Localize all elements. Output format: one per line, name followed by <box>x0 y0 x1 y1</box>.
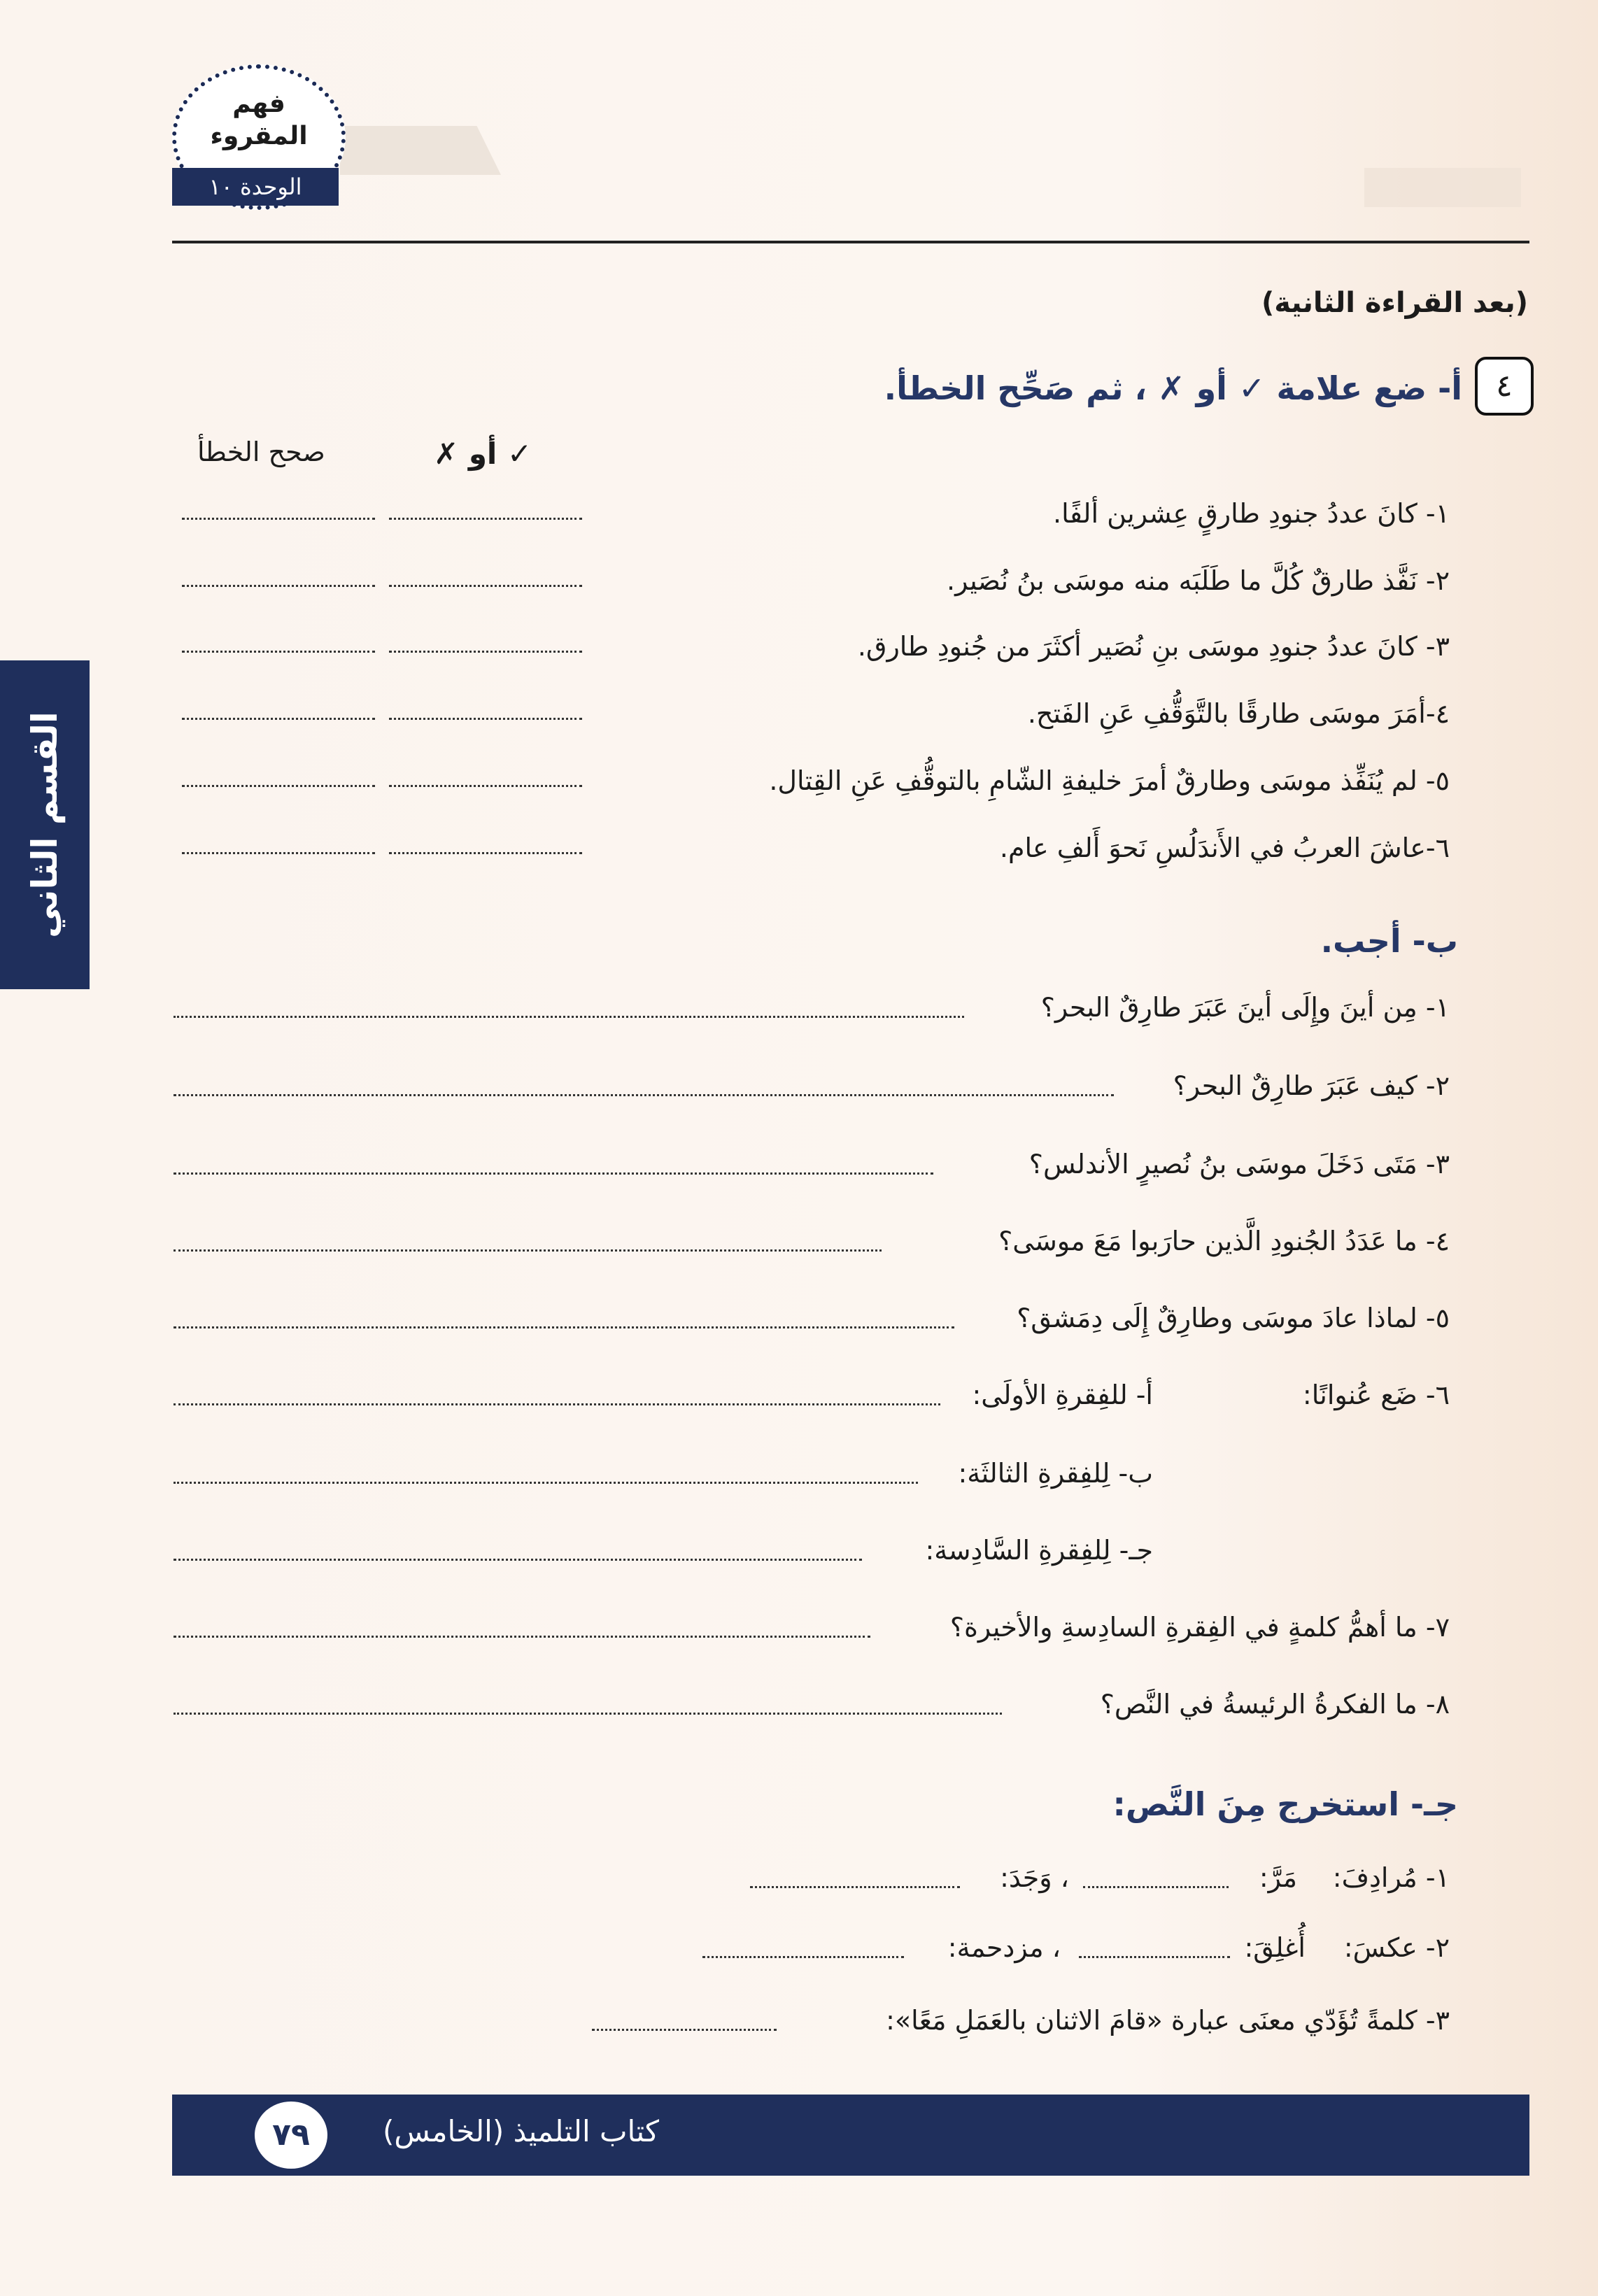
part-a-item-1: ١- كانَ عددُ جنودِ طارقٍ عِشرين ألفًا. <box>1053 498 1450 529</box>
col-mark-header: ✓ أو ✗ <box>434 437 532 471</box>
answer-line[interactable] <box>174 1326 954 1328</box>
part-b-item-2: ٢- كيف عَبَرَ طارِقٌ البحر؟ <box>1173 1070 1450 1101</box>
unit-label: الوحدة ١٠ <box>172 168 339 206</box>
section-title: (بعد القراءة الثانية) <box>1261 287 1528 319</box>
section-side-tab-label: القسم الثاني <box>24 711 65 938</box>
answer-correct-line[interactable] <box>182 785 375 787</box>
answer-line[interactable] <box>174 1172 933 1175</box>
part-c-heading: جـ- استخرج مِنَ النَّص: <box>1112 1785 1458 1823</box>
answer-mark-line[interactable] <box>389 585 582 587</box>
answer-line[interactable] <box>174 1249 882 1252</box>
answer-line[interactable] <box>174 1713 1002 1715</box>
part-b-sub-b: ب- لِلفِقرةِ الثالثَة: <box>958 1458 1153 1489</box>
answer-line[interactable] <box>1079 1956 1230 1958</box>
answer-line[interactable] <box>174 1482 918 1484</box>
part-c-item-2-word1: أُغلِقَ: <box>1244 1932 1306 1963</box>
part-c-item-1-word2: ، وَجَدَ: <box>1000 1862 1069 1893</box>
answer-correct-line[interactable] <box>182 585 375 587</box>
part-a-item-3: ٣- كانَ عددُ جنودِ موسَى بنِ نُصَير أكثَرَ من جُنودِ طارق. <box>857 631 1450 662</box>
footer-book-title: كتاب التلميذ (الخامس) <box>383 2114 659 2148</box>
col-correct-header: صحح الخطأ <box>197 437 325 467</box>
part-b-heading: ب- أجب. <box>1320 922 1458 960</box>
answer-line[interactable] <box>750 1886 960 1888</box>
part-b-item-7: ٧- ما أهمُّ كلمةٍ في الفِقرةِ السادِسةِ والأخيرة؟ <box>949 1612 1450 1643</box>
answer-line[interactable] <box>592 2029 777 2031</box>
part-c-item-1-word1: مَرَّ: <box>1259 1862 1297 1893</box>
answer-line[interactable] <box>174 1094 1114 1096</box>
answer-line[interactable] <box>1083 1886 1229 1888</box>
part-b-item-3: ٣- مَتَى دَخَلَ موسَى بنُ نُصيرٍ الأندلس؟ <box>1028 1149 1450 1179</box>
answer-correct-line[interactable] <box>182 718 375 720</box>
answer-line[interactable] <box>174 1559 862 1561</box>
part-b-sub-c: جـ- لِلفِقرةِ السَّادِسة: <box>925 1535 1153 1566</box>
answer-mark-line[interactable] <box>389 785 582 787</box>
answer-correct-line[interactable] <box>182 518 375 520</box>
part-c-item-2-label: ٢- عكسَ: <box>1343 1932 1450 1963</box>
part-c-item-3: ٣- كلمةً تُؤَدّي معنَى عبارة «قامَ الاثنان بالعَمَلِ مَعًا»: <box>886 2005 1450 2036</box>
part-b-sub-a: أ- للفِقرةِ الأولَى: <box>972 1380 1153 1410</box>
header-divider <box>172 241 1529 243</box>
part-c-item-2-word2: ، مزدحمة: <box>947 1932 1061 1963</box>
skill-badge-line1: فهم <box>232 90 285 118</box>
part-a-item-5: ٥- لم يُنَفِّذ موسَى وطارقٌ أمرَ خليفةِ الشّامِ بالتوقُّفِ عَنِ القِتال. <box>769 765 1450 796</box>
part-b-item-4: ٤- ما عَدَدُ الجُنودِ الَّذين حارَبوا مَعَ موسَى؟ <box>998 1226 1450 1256</box>
part-c-item-1-label: ١- مُرادِفَ: <box>1332 1862 1450 1893</box>
header-ghost-decoration <box>1364 168 1521 207</box>
part-a-heading: أ- ضع علامة ✓ أو ✗ ، ثم صَحِّح الخطأ. <box>884 369 1462 407</box>
answer-line[interactable] <box>174 1636 870 1638</box>
answer-correct-line[interactable] <box>182 651 375 653</box>
answer-line[interactable] <box>702 1956 904 1958</box>
part-b-item-8: ٨- ما الفكرةُ الرئيسةُ في النَّص؟ <box>1100 1689 1450 1720</box>
answer-mark-line[interactable] <box>389 852 582 854</box>
part-b-item-6: ٦- ضَع عُنوانًا: <box>1302 1380 1450 1410</box>
part-b-item-5: ٥- لماذا عادَ موسَى وطارِقٌ إِلَى دِمَشق؟ <box>1017 1303 1450 1333</box>
answer-mark-line[interactable] <box>389 651 582 653</box>
part-a-item-2: ٢- نَفَّذ طارقٌ كُلَّ ما طَلَبَه منه موسَى بنُ نُصَير. <box>947 565 1450 596</box>
part-a-item-4: ٤-أمَرَ موسَى طارقًا بالتَّوَقُّفِ عَنِ الفَتح. <box>1027 698 1450 729</box>
question-number-badge: ٤ <box>1475 357 1534 416</box>
part-a-item-6: ٦-عاشَ العربُ في الأَندَلُسِ نَحوَ أَلفِ عام. <box>999 832 1450 863</box>
answer-mark-line[interactable] <box>389 718 582 720</box>
skill-badge-line2: المقروء <box>210 122 308 150</box>
section-side-tab <box>0 660 90 989</box>
answer-mark-line[interactable] <box>389 518 582 520</box>
answer-line[interactable] <box>174 1016 964 1018</box>
answer-line[interactable] <box>174 1403 940 1405</box>
page-number: ٧٩ <box>255 2102 327 2169</box>
part-b-item-1: ١- مِن أينَ وإِلَى أينَ عَبَرَ طارِقٌ البحر؟ <box>1040 992 1450 1023</box>
answer-correct-line[interactable] <box>182 852 375 854</box>
footer-bar <box>172 2095 1529 2176</box>
header-decoration <box>340 126 501 175</box>
